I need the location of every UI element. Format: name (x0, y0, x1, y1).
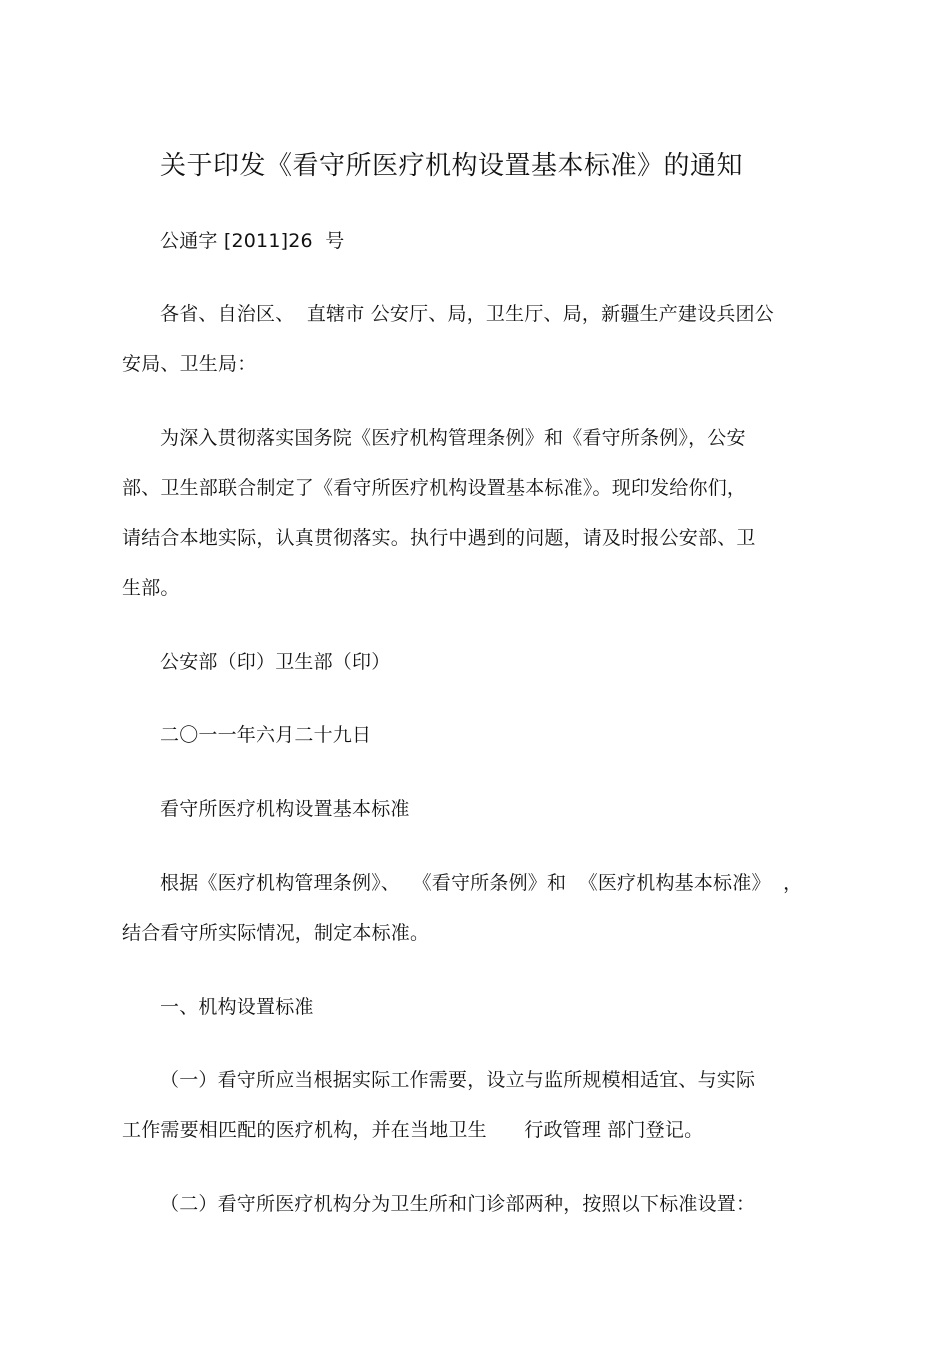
body-paragraph-1-line-4: 生部。 (122, 577, 180, 599)
body-paragraph-2-line-2: 结合看守所实际情况，制定本标准。 (122, 922, 430, 944)
item-2-line-1: （二）看守所医疗机构分为卫生所和门诊部两种，按照以下标准设置： (160, 1193, 756, 1215)
issue-date: 二〇一一年六月二十九日 (160, 724, 372, 746)
addressee-line-1: 各省、自治区、 直辖市 公安厅、局，卫生厅、局，新疆生产建设兵团公 (160, 303, 774, 325)
signatories: 公安部（印）卫生部（印） (160, 651, 391, 673)
item-1-line-2: 工作需要相匹配的医疗机构，并在当地卫生 行政管理 部门登记。 (122, 1119, 704, 1141)
addressee-line-2: 安局、卫生局： (122, 353, 257, 375)
document-number: 公通字 [2011]26 号 (160, 230, 345, 252)
body-paragraph-1-line-3: 请结合本地实际，认真贯彻落实。执行中遇到的问题，请及时报公安部、卫 (122, 527, 756, 549)
attachment-title: 看守所医疗机构设置基本标准 (160, 798, 410, 820)
document-title: 关于印发《看守所医疗机构设置基本标准》的通知 (160, 151, 744, 181)
item-1-line-1: （一）看守所应当根据实际工作需要，设立与监所规模相适宜、与实际 (160, 1069, 756, 1091)
body-paragraph-2-line-1: 根据《医疗机构管理条例》、 《看守所条例》和 《医疗机构基本标准》 ， (160, 872, 803, 894)
body-paragraph-1-line-1: 为深入贯彻落实国务院《医疗机构管理条例》和《看守所条例》，公安 (160, 427, 746, 449)
body-paragraph-1-line-2: 部、卫生部联合制定了《看守所医疗机构设置基本标准》。现印发给你们， (122, 477, 747, 499)
section-1-heading: 一、机构设置标准 (160, 996, 314, 1018)
